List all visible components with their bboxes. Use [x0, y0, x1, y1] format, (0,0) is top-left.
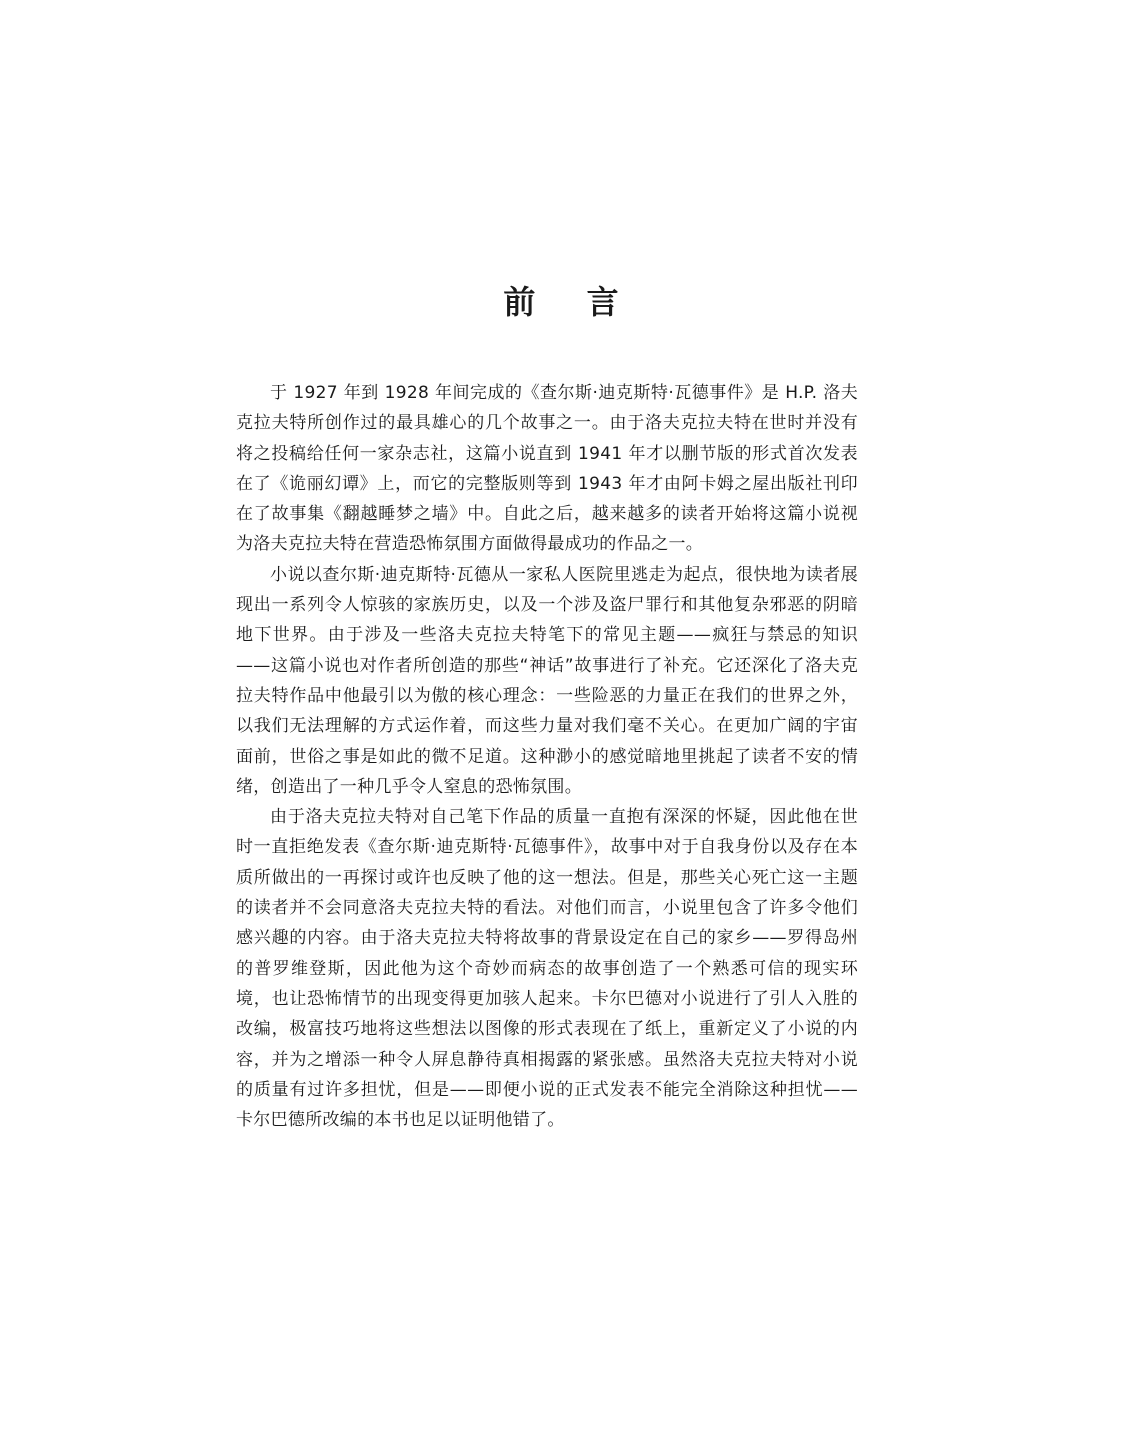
paragraph-2: 小说以查尔斯·迪克斯特·瓦德从一家私人医院里逃走为起点，很快地为读者展现出一系列令人惊骇的家族历史，以及一个涉及盗尸罪行和其他复杂邪恶的阴暗地下世界。由于涉及一些洛夫克拉夫特笔下的常见主题——疯狂与禁忌的知识——这篇小说也对作者所创造的那些“神话”故事进行了补充。它还深化了洛夫克拉夫特作品中他最引以为傲的核心理念：一些险恶的力量正在我们的世界之外，以我们无法理解的方式运作着，而这些力量对我们毫不关心。在更加广阔的宇宙面前，世俗之事是如此的微不足道。这种渺小的感觉暗地里挑起了读者不安的情绪，创造出了一种几乎令人窒息的恐怖氛围。 [236, 564, 858, 797]
preface-body [236, 378, 858, 1135]
paragraph-3: 由于洛夫克拉夫特对自己笔下作品的质量一直抱有深深的怀疑，因此他在世时一直拒绝发表《查尔斯·迪克斯特·瓦德事件》，故事中对于自我身份以及存在本质所做出的一再探讨或许也反映了他的这一想法。但是，那些关心死亡这一主题的读者并不会同意洛夫克拉夫特的看法。对他们而言，小说里包含了许多令他们感兴趣的内容。由于洛夫克拉夫特将故事的背景设定在自己的家乡——罗得岛州的普罗维登斯，因此他为这个奇妙而病态的故事创造了一个熟悉可信的现实环境，也让恐怖情节的出现变得更加骇人起来。卡尔巴德对小说进行了引人入胜的改编，极富技巧地将这些想法以图像的形式表现在了纸上，重新定义了小说的内容，并为之增添一种令人屏息静待真相揭露的紧张感。虽然洛夫克拉夫特对小说的质量有过许多担忧，但是——即便小说的正式发表不能完全消除这种担忧——卡尔巴德所改编的本书也足以证明他错了。 [236, 807, 858, 1131]
page-title: 前 言 [503, 283, 639, 321]
paragraph-1: 于 1927 年到 1928 年间完成的《查尔斯·迪克斯特·瓦德事件》是 H.P. 洛夫克拉夫特所创作过的最具雄心的几个故事之一。由于洛夫克拉夫特在世时并没有将之投稿给任何一家杂志社，这篇小说直到 1941 年才以删节版的形式首次发表在了《诡丽幻谭》上，而它的完整版则等到 1943 年才由阿卡姆之屋出版社刊印在了故事集《翻越睡梦之墙》中。自此之后，越来越多的读者开始将这篇小说视为洛夫克拉夫特在营造恐怖氛围方面做得最成功的作品之一。 [236, 383, 858, 555]
